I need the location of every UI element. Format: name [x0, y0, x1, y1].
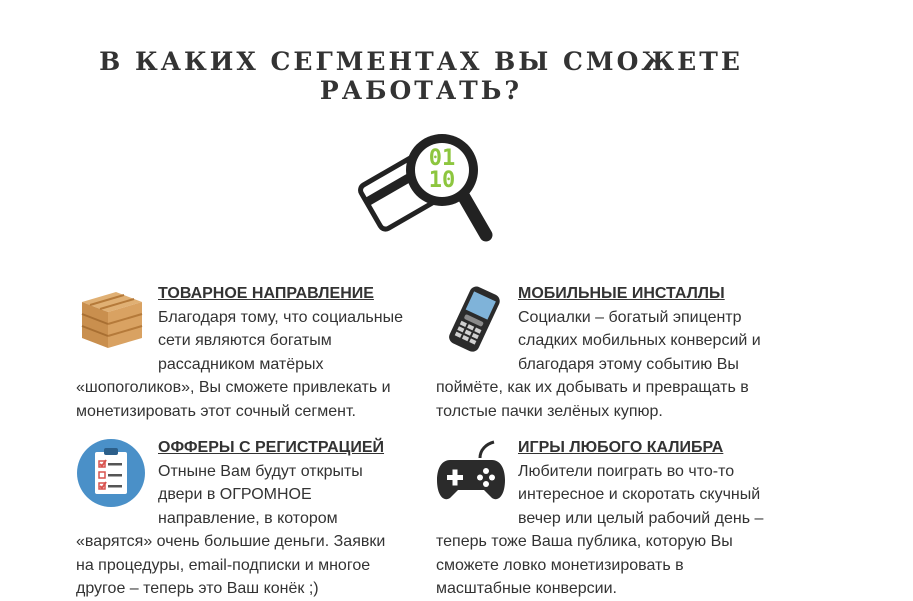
page-title: [0, 47, 842, 105]
segment-offers-title[interactable]: ОФФЕРЫ С РЕГИСТРАЦИЕЙ: [158, 439, 385, 456]
gamepad-icon: [436, 438, 506, 508]
magnifier-card-icon: [352, 125, 498, 245]
segment-mobile: [436, 282, 766, 423]
segment-offers-text: Отныне Вам будут открыты двери в ОГРОМНОЕ направление, в котором «варятся» очень большие деньги. Заявки на процедуры, email-подписки и многое другое – теперь это Ваш конёк ;): [76, 462, 386, 597]
segment-games: [436, 436, 766, 601]
page-title-line2: РАБОТАТЬ?: [319, 75, 523, 105]
binary-bottom: 10: [428, 168, 456, 193]
segment-goods: [76, 282, 406, 423]
binary-top: 01: [428, 146, 456, 171]
mobile-phone-icon: [436, 284, 506, 354]
segment-games-title[interactable]: ИГРЫ ЛЮБОГО КАЛИБРА: [518, 439, 724, 456]
segment-goods-title[interactable]: ТОВАРНОЕ НАПРАВЛЕНИЕ: [158, 285, 374, 302]
wooden-crate-icon: [76, 284, 146, 354]
segment-games-text: Любители поиграть во что-то интересное и скоротать скучный вечер или целый рабочий день – теперь тоже Ваша публика, которую Вы сможете ловко монетизировать в масштабные конверсии.: [436, 462, 764, 597]
segment-mobile-title[interactable]: МОБИЛЬНЫЕ ИНСТАЛЛЫ: [518, 285, 725, 302]
segment-mobile-text: Социалки – богатый эпицентр сладких мобильных конверсий и благодаря этому событию Вы поймёте, как их добывать и превращать в толстые пачки зелёных купюр.: [436, 308, 761, 420]
clipboard-checklist-icon: [76, 438, 146, 508]
segment-goods-text: Благодаря тому, что социальные сети являются богатым рассадником матёрых «шопоголиков», Вы сможете привлекать и монетизировать этот сочный сегмент.: [76, 308, 403, 420]
page-title-line1: В КАКИХ СЕГМЕНТАХ ВЫ СМОЖЕТЕ: [99, 46, 743, 76]
segment-offers: [76, 436, 406, 601]
